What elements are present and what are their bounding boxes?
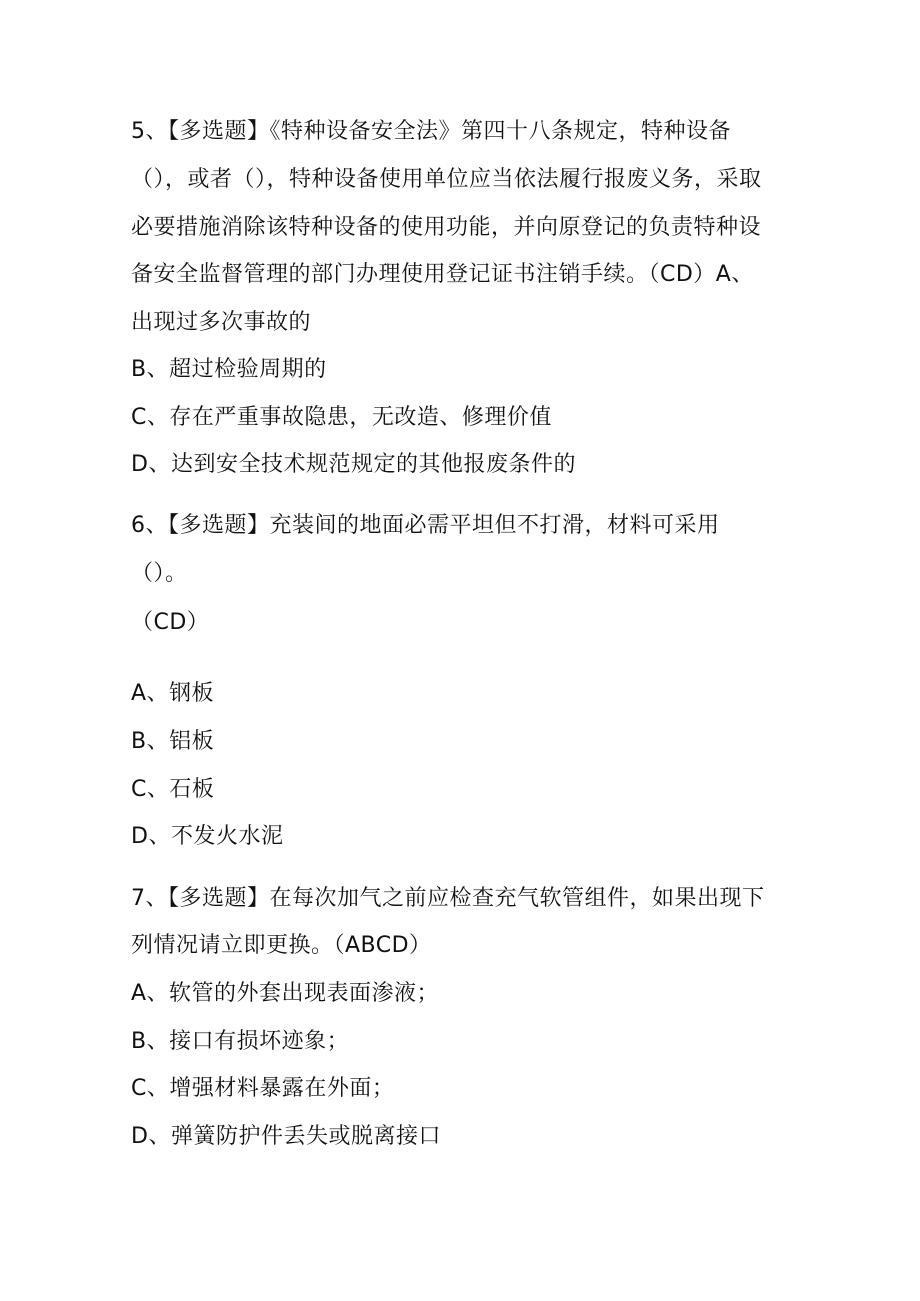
q7-option-a: A、软管的外套出现表面渗液； [131, 981, 440, 1006]
q7-stem-line-2: 列情况请立即更换。（ABCD） [131, 933, 432, 958]
q7-stem-line-1: 7、【多选题】在每次加气之前应检查充气软管组件，如果出现下 [131, 886, 765, 911]
q6-answer: （CD） [131, 610, 210, 635]
q7-option-b: B、接口有损坏迹象； [131, 1029, 350, 1054]
q5-stem-line-3: 必要措施消除该特种设备的使用功能，并向原登记的负责特种设 [131, 215, 762, 240]
q5-option-c: C、存在严重事故隐患，无改造、修理价值 [131, 405, 552, 430]
q5-option-d: D、达到安全技术规范规定的其他报废条件的 [131, 452, 576, 477]
q7-option-c: C、增强材料暴露在外面； [131, 1076, 395, 1101]
q6-option-a: A、钢板 [131, 681, 215, 706]
q5-option-b: B、超过检验周期的 [131, 357, 327, 382]
q5-stem-line-1: 5、【多选题】《特种设备安全法》第四十八条规定，特种设备 [131, 119, 731, 144]
q6-option-c: C、石板 [131, 777, 215, 802]
q5-stem-line-5: 出现过多次事故的 [131, 310, 312, 335]
q5-stem-line-2: （），或者（），特种设备使用单位应当依法履行报废义务，采取 [131, 167, 762, 192]
q6-stem-line-1: 6、【多选题】充装间的地面必需平坦但不打滑，材料可采用 [131, 513, 720, 538]
q6-option-d: D、不发火水泥 [131, 824, 284, 849]
q6-stem-line-2: （）。 [131, 561, 188, 586]
q7-option-d: D、弹簧防护件丢失或脱离接口 [131, 1124, 441, 1149]
q6-option-b: B、铝板 [131, 729, 215, 754]
q5-stem-line-4: 备安全监督管理的部门办理使用登记证书注销手续。（CD）A、 [131, 262, 754, 287]
